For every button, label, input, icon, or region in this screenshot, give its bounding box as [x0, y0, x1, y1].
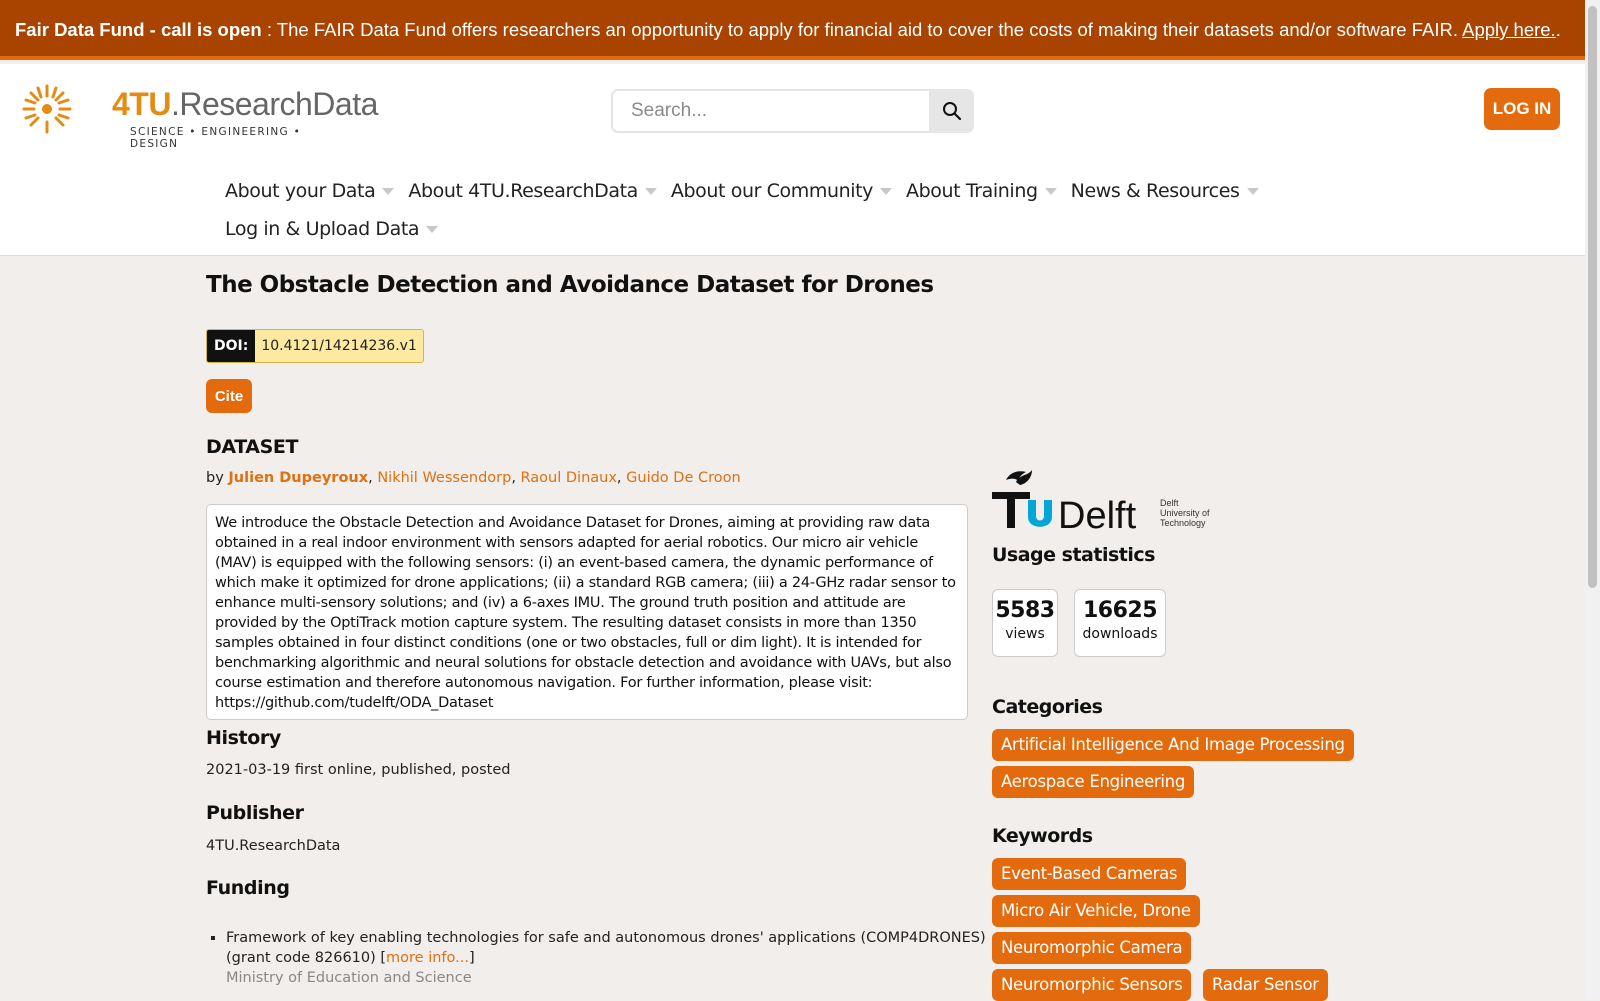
- history-text: 2021-03-19 first online, published, posted: [206, 762, 511, 778]
- views-stat: [992, 589, 1058, 657]
- funding-heading: Funding: [206, 877, 290, 899]
- funder-name: Ministry of Education and Science: [226, 970, 472, 986]
- caret-down-icon: [1247, 188, 1259, 195]
- doi-badge[interactable]: [206, 329, 424, 363]
- doi-value: 10.4121/14214236.v1: [255, 330, 423, 362]
- logo-wordmark: [112, 86, 378, 123]
- nav-news-resources[interactable]: [1071, 180, 1259, 202]
- dataset-main: [206, 272, 986, 986]
- logo-prefix: 4TU: [112, 86, 171, 122]
- downloads-count: 16625: [1082, 598, 1158, 623]
- author-link[interactable]: Julien Dupeyroux: [228, 470, 369, 486]
- announcement-banner: [0, 0, 1585, 60]
- site-logo[interactable]: [16, 78, 378, 150]
- svg-text:Delft: Delft: [1160, 498, 1179, 508]
- publisher-text: 4TU.ResearchData: [206, 838, 341, 854]
- main-navigation: [225, 172, 1240, 248]
- nav-label: Log in & Upload Data: [225, 218, 420, 240]
- logo-tagline: SCIENCE • ENGINEERING • DESIGN: [130, 126, 302, 150]
- publisher-heading: Publisher: [206, 802, 304, 824]
- cite-button[interactable]: Cite: [206, 379, 252, 413]
- category-tag[interactable]: Aerospace Engineering: [992, 766, 1194, 798]
- caret-down-icon: [645, 188, 657, 195]
- caret-down-icon: [382, 188, 394, 195]
- doi-label: DOI:: [207, 330, 255, 362]
- caret-down-icon: [426, 226, 438, 233]
- categories-heading: Categories: [992, 696, 1103, 718]
- sunburst-logo-icon: [16, 78, 78, 140]
- author-link[interactable]: Guido De Croon: [626, 470, 741, 486]
- more-info-link[interactable]: more info...: [386, 950, 469, 966]
- nav-label: News & Resources: [1070, 180, 1240, 202]
- tu-delft-logo[interactable]: [992, 468, 1222, 538]
- keyword-tag[interactable]: Neuromorphic Camera: [992, 932, 1191, 964]
- search-bar: [611, 89, 974, 133]
- search-input[interactable]: [611, 89, 929, 133]
- nav-login-upload[interactable]: [225, 218, 438, 240]
- nav-about-community[interactable]: [671, 180, 892, 202]
- caret-down-icon: [1045, 188, 1057, 195]
- abstract: We introduce the Obstacle Detection and Avoidance Dataset for Drones, aiming at providing raw data obtained in a real indoor environment with sensors adapted for aerial robotics. Our micro air vehicle (MAV) is equipped with the following sensors: (i) an event-based camera, the dynamic performance of which make it optimized for drone applications; (ii) a standard RGB camera; (iii) a 24-GHz radar sensor to enhance multi-sensory solutions; and (iv) a 6-axes IMU. The ground truth position and attitude are provided by the OptiTrack motion capture system. The resulting dataset consists in more than 1350 samples obtained in four distinct conditions (one or two obstacles, full or dim light). It is intended for benchmarking algorithmic and neural solutions for obstacle detection and avoidance with UAVs, but also course estimation and therefore autonomous navigation. For further information, please visit: https://github.com/tudelft/ODA_Dataset: [206, 504, 968, 720]
- nav-label: About Training: [906, 180, 1038, 202]
- keywords-heading: Keywords: [992, 825, 1093, 847]
- category-tag[interactable]: Artificial Intelligence And Image Processing: [992, 729, 1354, 761]
- funding-item: [226, 928, 988, 988]
- page-scrollbar[interactable]: [1585, 0, 1600, 1000]
- keyword-tag[interactable]: Radar Sensor: [1203, 969, 1328, 1001]
- usage-statistics-heading: Usage statistics: [992, 544, 1155, 566]
- svg-text:Technology: Technology: [1160, 518, 1206, 528]
- dataset-title: The Obstacle Detection and Avoidance Dataset for Drones: [206, 272, 934, 298]
- history-heading: History: [206, 727, 281, 749]
- nav-about-your-data[interactable]: [225, 180, 394, 202]
- search-button[interactable]: [929, 89, 974, 133]
- nav-label: About your Data: [225, 180, 376, 202]
- downloads-label: downloads: [1082, 626, 1158, 642]
- funding-text: Framework of key enabling technologies for safe and autonomous drones' applications (COMP4DRONES) (grant code 826610) [: [226, 930, 986, 966]
- funding-close: ]: [468, 950, 475, 966]
- views-label: views: [1005, 626, 1045, 642]
- item-type: DATASET: [206, 436, 299, 458]
- author-list: [206, 470, 741, 486]
- logo-name: .ResearchData: [170, 86, 378, 122]
- author-separator: ,: [511, 470, 521, 486]
- svg-text:University of: University of: [1160, 508, 1210, 518]
- keyword-tag[interactable]: Neuromorphic Sensors: [992, 969, 1191, 1001]
- nav-about-training[interactable]: [906, 180, 1057, 202]
- keyword-tag[interactable]: Event-Based Cameras: [992, 858, 1186, 890]
- site-header: [0, 64, 1585, 256]
- author-link[interactable]: Nikhil Wessendorp: [377, 470, 512, 486]
- author-link[interactable]: Raoul Dinaux: [520, 470, 617, 486]
- funding-list: [206, 928, 988, 988]
- login-button[interactable]: LOG IN: [1484, 88, 1560, 130]
- views-count: 5583: [995, 598, 1055, 623]
- svg-text:Delft: Delft: [1058, 495, 1137, 537]
- by-label: by: [206, 470, 229, 486]
- banner-title: Fair Data Fund - call is open: [15, 19, 262, 40]
- nav-label: About our Community: [670, 180, 874, 202]
- keyword-tag[interactable]: Micro Air Vehicle, Drone: [992, 895, 1200, 927]
- caret-down-icon: [880, 188, 892, 195]
- apply-here-link[interactable]: Apply here.: [1462, 19, 1556, 40]
- author-separator: ,: [616, 470, 627, 486]
- nav-label: About 4TU.ResearchData: [408, 180, 638, 202]
- banner-trailing: .: [1555, 19, 1561, 40]
- nav-about-4tu[interactable]: [408, 180, 657, 202]
- banner-text: : The FAIR Data Fund offers researchers an opportunity to apply for financial aid to cover the costs of making their datasets and/or software FAIR.: [261, 19, 1463, 40]
- downloads-stat: [1074, 589, 1166, 657]
- author-separator: ,: [368, 470, 378, 486]
- search-icon: [942, 101, 962, 121]
- scrollbar-thumb[interactable]: [1588, 6, 1597, 588]
